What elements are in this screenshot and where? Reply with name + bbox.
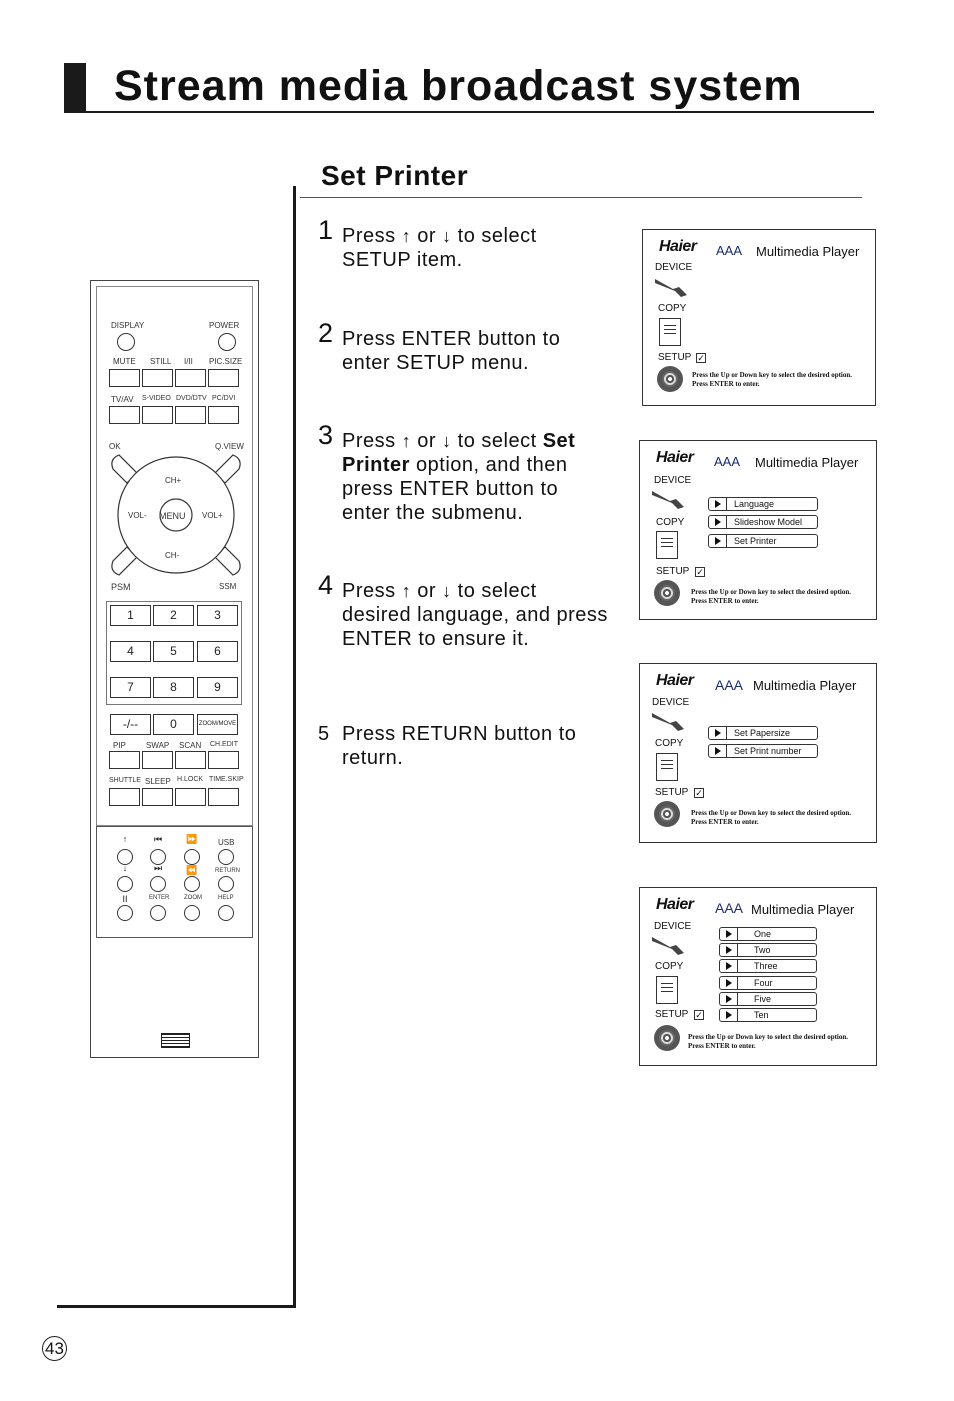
tv-av-button[interactable] [109, 406, 140, 424]
down-arrow-icon: ↓ [442, 226, 452, 246]
next-icon: ⏭ [153, 863, 163, 873]
title-rule [64, 111, 874, 113]
screen-aaa: AAA [715, 900, 744, 916]
remote-label-mute: MUTE [113, 357, 136, 366]
digit-zero-button[interactable]: 0 [153, 714, 194, 735]
menu-item-three[interactable]: Three [719, 959, 817, 973]
remote-label-pic-size: PIC.SIZE [209, 357, 243, 366]
digit-button[interactable]: 5 [153, 641, 194, 662]
help-text: Press the Up or Down key to select the desired option. [691, 809, 852, 817]
digit-button[interactable]: 6 [197, 641, 238, 662]
menu-item-language[interactable]: Language [708, 497, 818, 511]
menu-item-slideshow-model[interactable]: Slideshow Model [708, 515, 818, 529]
page-title: Stream media broadcast system [114, 62, 803, 110]
remote-label-enter: ENTER [149, 895, 170, 901]
film-reel-icon [657, 366, 683, 392]
remote-label-ch-edit: CH.EDIT [210, 741, 238, 748]
play-icon [720, 960, 738, 972]
zoom-move-button[interactable]: ZOOM/MOVE [197, 714, 238, 735]
checkbox-icon: ✓ [695, 788, 703, 798]
remote-label-pc-dvi: PC/DVI [212, 395, 236, 402]
menu-item-five[interactable]: Five [719, 992, 817, 1006]
device-label: DEVICE [654, 475, 692, 486]
title-accent-bar [64, 63, 86, 113]
step-text: Press RETURN button to return. [342, 723, 577, 769]
document-icon [659, 318, 681, 346]
copy-label: COPY [655, 961, 684, 972]
setup-label: SETUP [655, 1009, 689, 1020]
play-icon [720, 928, 738, 940]
vertical-divider [293, 186, 296, 1308]
step-number: 5 [318, 723, 330, 745]
help-text: Press ENTER to enter. [692, 380, 760, 388]
help-button[interactable] [218, 905, 234, 921]
scan-button[interactable] [175, 751, 206, 769]
screen-2 [639, 440, 877, 620]
usb-icon [650, 933, 686, 955]
film-reel-icon [654, 801, 680, 827]
checkbox-icon: ✓ [695, 1010, 703, 1020]
play-icon [709, 498, 727, 510]
setup-label: SETUP [658, 352, 692, 363]
menu-item-ten[interactable]: Ten [719, 1008, 817, 1022]
remote-label-psm: PSM [111, 582, 131, 592]
usb-icon [650, 487, 686, 509]
brand-logo: Haier [656, 672, 694, 689]
remote-label-tv-av: TV/AV [111, 395, 134, 404]
play-icon [720, 944, 738, 956]
pic-size-button[interactable] [208, 369, 239, 387]
down-arrow-icon: ↓ [442, 431, 452, 451]
i-ii-button[interactable] [175, 369, 206, 387]
play-icon [720, 993, 738, 1005]
screen-player-title: Multimedia Player [755, 455, 859, 470]
usb-icon [653, 275, 689, 297]
step-text: to select [457, 430, 537, 452]
play-icon [709, 535, 727, 547]
return-button[interactable] [218, 876, 234, 892]
step-text: or [417, 430, 437, 452]
fast-forward-icon: ⏩ [186, 834, 198, 844]
remote-label-zoom: ZOOM [184, 895, 202, 901]
step-text: or [417, 225, 437, 247]
remote-label-usb: USB [218, 838, 235, 847]
play-icon [720, 1009, 738, 1021]
help-text: Press the Up or Down key to select the desired option. [692, 371, 853, 379]
down-button[interactable] [117, 876, 133, 892]
ir-window [161, 1033, 190, 1048]
remote-label-shuttle: SHUTTLE [109, 777, 141, 784]
remote-label-ch-up: CH+ [165, 476, 182, 485]
step-bold-text: Set Printer [342, 430, 576, 476]
screen-aaa: AAA [715, 677, 744, 693]
remote-label-sleep: SLEEP [145, 777, 171, 786]
remote-label-dvd-dtv: DVD/DTV [176, 395, 207, 402]
screen-aaa: AAA [716, 243, 743, 258]
pc-dvi-button[interactable] [208, 406, 239, 424]
film-reel-icon [654, 580, 680, 606]
bottom-divider [57, 1305, 296, 1308]
remote-label-vol-up: VOL+ [202, 511, 223, 520]
copy-label: COPY [656, 517, 685, 528]
down-arrow-icon: ↓ [122, 863, 128, 873]
step-text: Press ENTER button to enter SETUP menu. [342, 328, 561, 374]
sleep-button[interactable] [142, 788, 173, 806]
play-icon [709, 727, 727, 739]
document-icon [656, 976, 678, 1004]
menu-item-set-printer[interactable]: Set Printer [708, 534, 818, 548]
copy-label: COPY [655, 738, 684, 749]
remote-label-ssm: SSM [219, 582, 237, 591]
pip-button[interactable] [109, 751, 140, 769]
remote-label-ok: OK [109, 442, 121, 451]
step-number: 2 [318, 318, 334, 348]
page-number: 43 [42, 1336, 67, 1361]
remote-label-i-ii: I/II [184, 357, 193, 366]
section-title: Set Printer [321, 160, 469, 191]
menu-item-set-print-number[interactable]: Set Print number [708, 744, 818, 758]
remote-label-help: HELP [218, 895, 234, 901]
digit-button[interactable]: 3 [197, 605, 238, 626]
next-button[interactable] [150, 876, 166, 892]
step-text: Press [342, 580, 396, 602]
up-arrow-icon: ↑ [401, 431, 412, 451]
remote-label-pip: PIP [113, 741, 126, 750]
screen-3 [639, 663, 877, 843]
copy-label: COPY [658, 303, 687, 314]
step-text: or [417, 580, 437, 602]
previous-icon: ⏮ [153, 834, 163, 844]
shuttle-button[interactable] [109, 788, 140, 806]
screen-player-title: Multimedia Player [756, 244, 860, 259]
up-arrow-icon: ↑ [122, 834, 128, 844]
help-text: Press the Up or Down key to select the desired option. [691, 588, 852, 596]
play-icon [709, 516, 727, 528]
help-text: Press ENTER to enter. [688, 1042, 756, 1050]
play-icon [709, 745, 727, 757]
step-text: Press [342, 430, 396, 452]
document-icon [656, 753, 678, 781]
up-arrow-icon: ↑ [401, 581, 412, 601]
mute-button[interactable] [109, 369, 140, 387]
remote-label-display: DISPLAY [111, 321, 145, 330]
step-number: 4 [318, 570, 334, 600]
brand-logo: Haier [659, 238, 697, 255]
digit-button[interactable]: 9 [197, 677, 238, 698]
dvd-dtv-button[interactable] [175, 406, 206, 424]
play-icon [720, 977, 738, 989]
remote-label-return: RETURN [215, 868, 240, 874]
time-skip-button[interactable] [208, 788, 239, 806]
remote-label-menu: MENU [159, 511, 186, 521]
menu-item-two[interactable]: Two [719, 943, 817, 957]
checkbox-icon: ✓ [696, 567, 704, 577]
menu-item-four[interactable]: Four [719, 976, 817, 990]
rewind-button[interactable] [184, 876, 200, 892]
remote-label-time-skip: TIME.SKIP [209, 776, 244, 783]
remote-label-vol-down: VOL- [128, 511, 147, 520]
step-number: 1 [318, 215, 334, 245]
brand-logo: Haier [656, 896, 694, 913]
pause-icon: II [122, 894, 128, 904]
screen-player-title: Multimedia Player [753, 678, 857, 693]
remote-label-ch-down: CH- [165, 551, 180, 560]
rewind-icon: ⏪ [186, 865, 198, 875]
setup-label: SETUP [655, 787, 689, 798]
help-text: Press ENTER to enter. [691, 818, 759, 826]
down-arrow-icon: ↓ [442, 581, 452, 601]
help-text: Press ENTER to enter. [691, 597, 759, 605]
power-button[interactable] [218, 333, 236, 351]
menu-item-one[interactable]: One [719, 927, 817, 941]
s-video-button[interactable] [142, 406, 173, 424]
digit-button[interactable]: 8 [153, 677, 194, 698]
document-icon [656, 531, 678, 559]
up-arrow-icon: ↑ [401, 226, 412, 246]
checkbox-icon: ✓ [697, 353, 705, 363]
remote-control [90, 280, 259, 1058]
digit-button[interactable]: 7 [110, 677, 151, 698]
remote-label-h-lock: H.LOCK [177, 776, 204, 783]
screen-player-title: Multimedia Player [751, 902, 855, 917]
pause-button[interactable] [117, 905, 133, 921]
device-label: DEVICE [654, 921, 692, 932]
digit-button[interactable]: 1 [110, 605, 151, 626]
zoom-button[interactable] [184, 905, 200, 921]
remote-label-scan: SCAN [179, 741, 202, 750]
device-label: DEVICE [652, 697, 690, 708]
swap-button[interactable] [142, 751, 173, 769]
screen-4 [639, 887, 877, 1066]
remote-label-q-view: Q.VIEW [215, 442, 244, 451]
display-button[interactable] [117, 333, 135, 351]
remote-label-power: POWER [209, 321, 240, 330]
setup-label: SETUP [656, 566, 690, 577]
usb-button[interactable] [218, 849, 234, 865]
step-text: to select desired language, and press ENTER to ensure it. [342, 580, 608, 650]
ch-edit-button[interactable] [208, 751, 239, 769]
screen-1 [642, 229, 876, 406]
digit-button[interactable]: 2 [153, 605, 194, 626]
device-label: DEVICE [655, 262, 693, 273]
remote-label-swap: SWAP [146, 741, 170, 750]
h-lock-button[interactable] [175, 788, 206, 806]
step-text: to select SETUP item. [342, 225, 537, 271]
film-reel-icon [654, 1025, 680, 1051]
help-text: Press the Up or Down key to select the desired option. [688, 1033, 849, 1041]
step-text: Press [342, 225, 396, 247]
step-text: option, and then press ENTER button to enter the submenu. [342, 454, 568, 524]
enter-button[interactable] [150, 905, 166, 921]
usb-icon [650, 709, 686, 731]
remote-label-still: STILL [150, 357, 172, 366]
menu-item-set-papersize[interactable]: Set Papersize [708, 726, 818, 740]
remote-label-s-video: S-VIDEO [142, 395, 171, 402]
brand-logo: Haier [656, 449, 694, 466]
step-number: 3 [318, 420, 334, 450]
section-rule [300, 197, 862, 198]
still-button[interactable] [142, 369, 173, 387]
digit-button[interactable]: 4 [110, 641, 151, 662]
fast-forward-button[interactable] [184, 849, 200, 865]
screen-aaa: AAA [714, 454, 741, 469]
dash-button[interactable]: -/-- [110, 714, 151, 735]
